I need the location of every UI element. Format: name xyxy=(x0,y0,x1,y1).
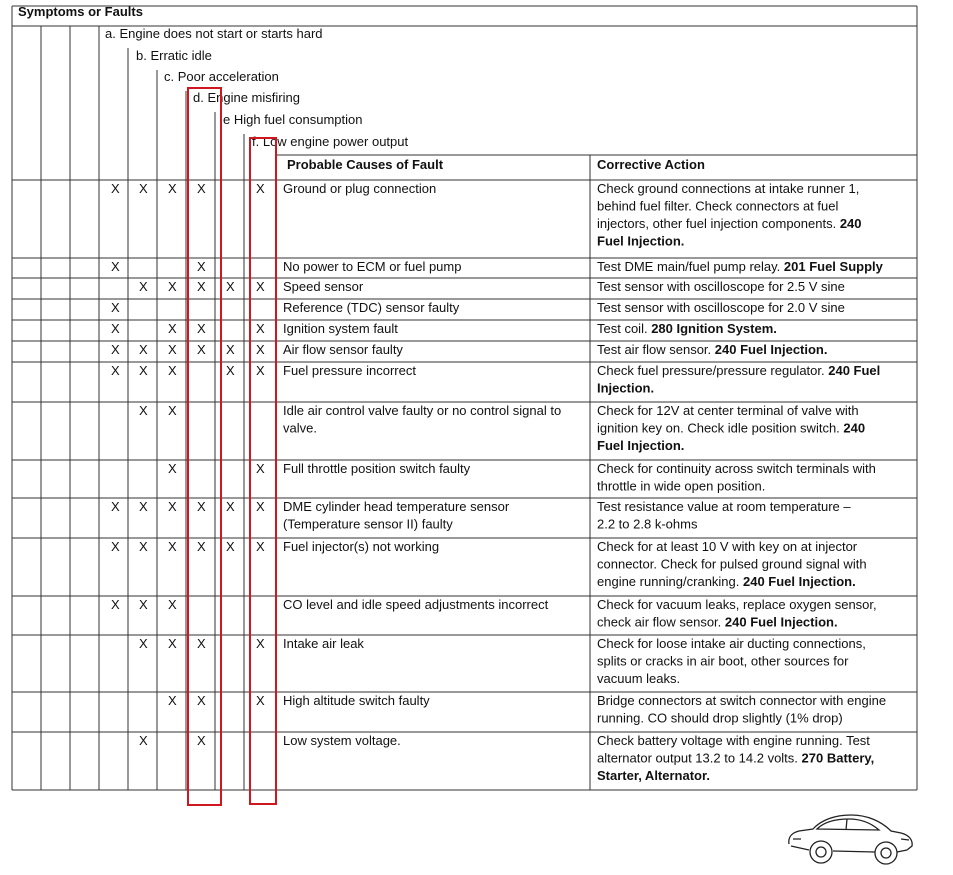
action-text xyxy=(597,234,684,249)
action-segment: Injection. xyxy=(597,380,655,396)
action-segment: 201 Fuel Supply xyxy=(783,259,883,274)
action-segment: engine running/cranking. xyxy=(597,574,743,589)
fault-mark: X xyxy=(139,733,148,748)
action-text xyxy=(597,363,880,378)
fault-mark: X xyxy=(168,636,177,651)
fault-mark: X xyxy=(226,363,235,378)
action-text xyxy=(597,461,876,476)
cause-text: Fuel pressure incorrect xyxy=(283,363,416,378)
action-segment: behind fuel filter. Check connectors at fuel xyxy=(597,198,839,214)
fault-mark: X xyxy=(256,461,265,476)
action-text xyxy=(597,733,870,748)
symptom-label-d: d. Engine misfiring xyxy=(193,90,300,105)
action-text xyxy=(597,321,777,336)
fault-mark: X xyxy=(256,539,265,554)
action-segment: 2.2 to 2.8 k-ohms xyxy=(597,516,698,532)
symptom-label-a: a. Engine does not start or starts hard xyxy=(105,26,323,41)
fault-mark: X xyxy=(197,733,206,748)
cause-text: Idle air control valve faulty or no control signal to xyxy=(283,403,562,418)
action-segment: Test DME main/fuel pump relay. xyxy=(597,259,784,274)
action-segment: splits or cracks in air boot, other sources for xyxy=(597,653,849,669)
fault-mark: X xyxy=(111,300,120,315)
fault-mark: X xyxy=(168,499,177,514)
action-text xyxy=(597,574,856,589)
action-text xyxy=(597,751,874,766)
fault-mark: X xyxy=(226,342,235,357)
fault-mark: X xyxy=(197,181,206,196)
table-grid xyxy=(12,6,917,790)
action-segment: Starter, Alternator. xyxy=(597,768,710,783)
action-text xyxy=(597,300,845,315)
action-text xyxy=(597,693,886,708)
action-segment: Fuel Injection. xyxy=(597,438,685,453)
action-text xyxy=(597,342,827,357)
fault-mark: X xyxy=(197,259,206,274)
fault-mark: X xyxy=(111,363,120,378)
fault-mark: X xyxy=(168,693,177,708)
fault-mark: X xyxy=(168,181,177,196)
cause-text: Intake air leak xyxy=(283,636,364,651)
action-segment: Check for continuity across switch terminals with xyxy=(597,461,876,476)
fault-mark: X xyxy=(197,693,206,708)
action-text xyxy=(597,517,698,532)
action-text xyxy=(597,671,680,686)
fault-mark: X xyxy=(197,539,206,554)
action-text xyxy=(597,557,867,572)
fault-mark: X xyxy=(111,181,120,196)
action-segment: Test resistance value at room temperature – xyxy=(597,499,851,514)
action-text xyxy=(597,615,838,630)
fault-mark: X xyxy=(197,499,206,514)
car-illustration-icon xyxy=(789,815,912,864)
action-segment: 270 Battery, xyxy=(801,750,875,766)
action-segment: ignition key on. Check idle position switch. xyxy=(597,420,844,436)
cause-text: Fuel injector(s) not working xyxy=(283,539,440,554)
action-segment: Check for loose intake air ducting connections, xyxy=(597,636,866,651)
fault-mark: X xyxy=(139,636,148,651)
symptom-label-c: c. Poor acceleration xyxy=(164,69,279,84)
action-text xyxy=(597,636,866,651)
fault-mark: X xyxy=(256,363,265,378)
action-segment: vacuum leaks. xyxy=(597,671,681,686)
action-text xyxy=(597,381,654,396)
fault-mark: X xyxy=(168,363,177,378)
fault-mark: X xyxy=(139,403,148,418)
action-segment: Check for 12V at center terminal of valve with xyxy=(597,403,859,418)
symptom-label-e: e High fuel consumption xyxy=(223,112,363,127)
action-segment: Check ground connections at intake runner 1, xyxy=(597,181,860,196)
action-segment: 240 Fuel Injection. xyxy=(743,574,856,589)
action-segment: alternator output 13.2 to 14.2 volts. xyxy=(597,750,802,766)
action-text xyxy=(597,259,884,274)
action-text xyxy=(597,768,710,783)
action-segment: Fuel Injection. xyxy=(597,233,685,249)
action-text xyxy=(597,216,862,231)
fault-mark: X xyxy=(256,693,265,708)
cause-text: Ground or plug connection xyxy=(283,181,437,196)
cause-text: Reference (TDC) sensor faulty xyxy=(283,300,460,315)
fault-mark: X xyxy=(111,539,120,554)
action-text xyxy=(597,499,851,514)
action-segment: running. CO should drop slightly (1% drop) xyxy=(597,710,843,726)
action-segment: Test sensor with oscilloscope for 2.5 V sine xyxy=(597,279,845,294)
fault-mark: X xyxy=(226,499,235,514)
cause-text: Speed sensor xyxy=(283,279,364,294)
table-title: Symptoms or Faults xyxy=(18,4,143,19)
action-segment: 240 Fuel Injection. xyxy=(724,614,838,630)
fault-mark: X xyxy=(256,636,265,651)
fault-mark: X xyxy=(256,499,265,514)
action-text xyxy=(597,199,838,214)
cause-text: High altitude switch faulty xyxy=(283,693,430,708)
fault-mark: X xyxy=(111,321,120,336)
action-text xyxy=(597,654,849,669)
cause-text: No power to ECM or fuel pump xyxy=(283,259,462,274)
fault-mark: X xyxy=(111,597,120,612)
fault-mark: X xyxy=(197,321,206,336)
fault-mark: X xyxy=(226,539,235,554)
fault-mark: X xyxy=(256,181,265,196)
action-segment: 280 Ignition System. xyxy=(651,321,777,336)
action-segment: 240 Fuel xyxy=(828,363,881,378)
action-segment: Check battery voltage with engine running. Test xyxy=(597,733,870,748)
action-segment: connector. Check for pulsed ground signal with xyxy=(597,556,867,572)
fault-mark: X xyxy=(139,363,148,378)
fault-mark: X xyxy=(256,342,265,357)
action-text xyxy=(597,181,859,196)
fault-mark: X xyxy=(139,342,148,357)
action-text xyxy=(597,279,845,294)
fault-mark: X xyxy=(139,499,148,514)
cause-text: Full throttle position switch faulty xyxy=(283,461,471,476)
action-segment: Bridge connectors at switch connector with engine xyxy=(597,693,887,708)
fault-mark: X xyxy=(139,181,148,196)
action-text xyxy=(597,539,858,554)
causes-header: Probable Causes of Fault xyxy=(287,157,444,172)
cause-text: Low system voltage. xyxy=(283,733,401,748)
fault-mark: X xyxy=(197,636,206,651)
action-segment: Test coil. xyxy=(597,321,652,336)
action-text xyxy=(597,479,765,494)
fault-mark: X xyxy=(111,342,120,357)
cause-text: CO level and idle speed adjustments incorrect xyxy=(283,597,549,612)
action-text xyxy=(597,438,684,453)
fault-mark: X xyxy=(139,597,148,612)
cause-text: Air flow sensor faulty xyxy=(283,342,403,357)
action-segment: Test air flow sensor. xyxy=(597,342,715,357)
action-segment: Check fuel pressure/pressure regulator. xyxy=(597,363,829,378)
action-header: Corrective Action xyxy=(597,157,705,172)
action-segment: Test sensor with oscilloscope for 2.0 V sine xyxy=(597,300,845,315)
action-text xyxy=(597,711,843,726)
symptom-label-f: f. Low engine power output xyxy=(252,134,409,149)
fault-mark: X xyxy=(168,539,177,554)
fault-mark: X xyxy=(256,279,265,294)
fault-mark: X xyxy=(168,342,177,357)
fault-mark: X xyxy=(168,461,177,476)
action-segment: throttle in wide open position. xyxy=(597,478,766,494)
action-text xyxy=(597,421,865,436)
cause-text: DME cylinder head temperature sensor xyxy=(283,499,510,514)
action-segment: Check for vacuum leaks, replace oxygen sensor, xyxy=(597,597,877,612)
fault-mark: X xyxy=(111,259,120,274)
fault-mark: X xyxy=(139,539,148,554)
action-segment: injectors, other fuel injection components. xyxy=(597,216,840,231)
fault-mark: X xyxy=(168,321,177,336)
cause-text: Ignition system fault xyxy=(283,321,398,336)
fault-mark: X xyxy=(256,321,265,336)
symptom-label-b: b. Erratic idle xyxy=(136,48,212,63)
fault-mark: X xyxy=(111,499,120,514)
fault-mark: X xyxy=(197,279,206,294)
action-segment: 240 Fuel Injection. xyxy=(714,342,828,357)
action-segment: 240 xyxy=(843,420,866,436)
table-text xyxy=(18,4,886,783)
action-text xyxy=(597,403,859,418)
fault-mark: X xyxy=(226,279,235,294)
action-segment: 240 xyxy=(839,216,862,231)
action-segment: Check for at least 10 V with key on at injector xyxy=(597,539,858,554)
fault-mark: X xyxy=(139,279,148,294)
fault-mark: X xyxy=(168,403,177,418)
cause-text: (Temperature sensor II) faulty xyxy=(283,516,453,532)
fault-mark: X xyxy=(197,342,206,357)
fault-mark: X xyxy=(168,279,177,294)
fault-mark: X xyxy=(168,597,177,612)
action-segment: check air flow sensor. xyxy=(597,614,725,630)
cause-text: valve. xyxy=(283,420,317,436)
action-text xyxy=(597,597,877,612)
